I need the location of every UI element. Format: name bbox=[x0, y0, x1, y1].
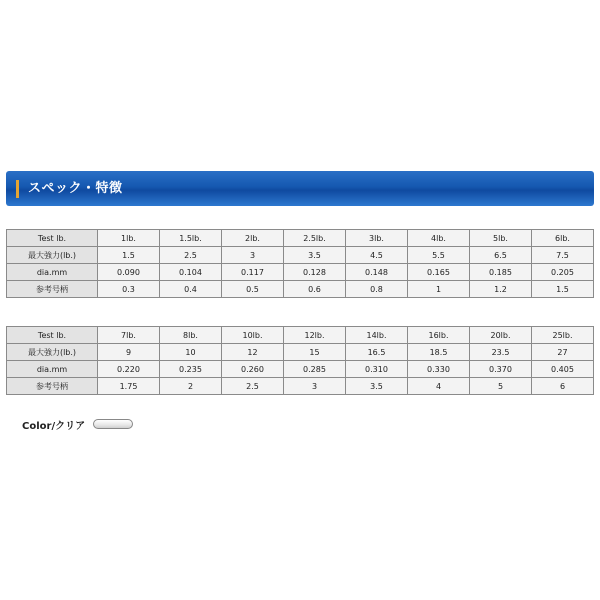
cell: 9 bbox=[98, 344, 160, 361]
cell: 10lb. bbox=[222, 327, 284, 344]
cell: 3.5 bbox=[346, 378, 408, 395]
cell: 3.5 bbox=[284, 247, 346, 264]
row-label-dia: dia.mm bbox=[7, 264, 98, 281]
cell: 4.5 bbox=[346, 247, 408, 264]
cell: 3 bbox=[284, 378, 346, 395]
row-gou bbox=[7, 378, 594, 395]
row-label-gou: 参考号柄 bbox=[7, 281, 98, 298]
row-test-lb bbox=[7, 230, 594, 247]
color-info bbox=[22, 416, 133, 432]
cell: 25lb. bbox=[532, 327, 594, 344]
cell: 0.370 bbox=[470, 361, 532, 378]
section-title: スペック・特徴 bbox=[28, 181, 123, 196]
cell: 0.3 bbox=[98, 281, 160, 298]
cell: 0.235 bbox=[160, 361, 222, 378]
row-strength bbox=[7, 247, 594, 264]
cell: 20lb. bbox=[470, 327, 532, 344]
cell: 0.310 bbox=[346, 361, 408, 378]
cell: 0.4 bbox=[160, 281, 222, 298]
cell: 0.165 bbox=[408, 264, 470, 281]
cell: 14lb. bbox=[346, 327, 408, 344]
cell: 0.285 bbox=[284, 361, 346, 378]
cell: 0.128 bbox=[284, 264, 346, 281]
cell: 6lb. bbox=[532, 230, 594, 247]
cell: 0.148 bbox=[346, 264, 408, 281]
row-label-test: Test lb. bbox=[7, 230, 98, 247]
row-label-gou: 参考号柄 bbox=[7, 378, 98, 395]
cell: 7.5 bbox=[532, 247, 594, 264]
row-gou bbox=[7, 281, 594, 298]
row-strength bbox=[7, 344, 594, 361]
row-dia bbox=[7, 361, 594, 378]
cell: 16.5 bbox=[346, 344, 408, 361]
cell: 8lb. bbox=[160, 327, 222, 344]
cell: 0.260 bbox=[222, 361, 284, 378]
cell: 0.5 bbox=[222, 281, 284, 298]
cell: 16lb. bbox=[408, 327, 470, 344]
header-accent-bar bbox=[16, 180, 19, 198]
cell: 0.220 bbox=[98, 361, 160, 378]
cell: 1.5 bbox=[532, 281, 594, 298]
cell: 2.5lb. bbox=[284, 230, 346, 247]
cell: 1.2 bbox=[470, 281, 532, 298]
cell: 2.5 bbox=[222, 378, 284, 395]
cell: 1.75 bbox=[98, 378, 160, 395]
cell: 10 bbox=[160, 344, 222, 361]
cell: 0.185 bbox=[470, 264, 532, 281]
cell: 6 bbox=[532, 378, 594, 395]
cell: 12 bbox=[222, 344, 284, 361]
spec-table-1 bbox=[6, 229, 594, 298]
row-label-dia: dia.mm bbox=[7, 361, 98, 378]
cell: 0.205 bbox=[532, 264, 594, 281]
cell: 1.5 bbox=[98, 247, 160, 264]
cell: 0.330 bbox=[408, 361, 470, 378]
cell: 0.405 bbox=[532, 361, 594, 378]
cell: 0.8 bbox=[346, 281, 408, 298]
color-swatch bbox=[93, 419, 133, 429]
cell: 0.104 bbox=[160, 264, 222, 281]
row-label-strength: 最大強力(lb.) bbox=[7, 344, 98, 361]
cell: 0.090 bbox=[98, 264, 160, 281]
cell: 4 bbox=[408, 378, 470, 395]
cell: 1 bbox=[408, 281, 470, 298]
cell: 23.5 bbox=[470, 344, 532, 361]
cell: 3lb. bbox=[346, 230, 408, 247]
cell: 3 bbox=[222, 247, 284, 264]
spec-table-2 bbox=[6, 326, 594, 395]
cell: 15 bbox=[284, 344, 346, 361]
cell: 5.5 bbox=[408, 247, 470, 264]
cell: 12lb. bbox=[284, 327, 346, 344]
cell: 1.5lb. bbox=[160, 230, 222, 247]
cell: 7lb. bbox=[98, 327, 160, 344]
cell: 5lb. bbox=[470, 230, 532, 247]
cell: 1lb. bbox=[98, 230, 160, 247]
row-dia bbox=[7, 264, 594, 281]
row-test-lb bbox=[7, 327, 594, 344]
row-label-strength: 最大強力(lb.) bbox=[7, 247, 98, 264]
cell: 27 bbox=[532, 344, 594, 361]
cell: 2.5 bbox=[160, 247, 222, 264]
cell: 0.117 bbox=[222, 264, 284, 281]
cell: 5 bbox=[470, 378, 532, 395]
cell: 2lb. bbox=[222, 230, 284, 247]
cell: 18.5 bbox=[408, 344, 470, 361]
section-header bbox=[6, 171, 594, 206]
cell: 4lb. bbox=[408, 230, 470, 247]
cell: 2 bbox=[160, 378, 222, 395]
row-label-test: Test lb. bbox=[7, 327, 98, 344]
cell: 6.5 bbox=[470, 247, 532, 264]
cell: 0.6 bbox=[284, 281, 346, 298]
color-label: Color/クリア bbox=[22, 420, 86, 432]
